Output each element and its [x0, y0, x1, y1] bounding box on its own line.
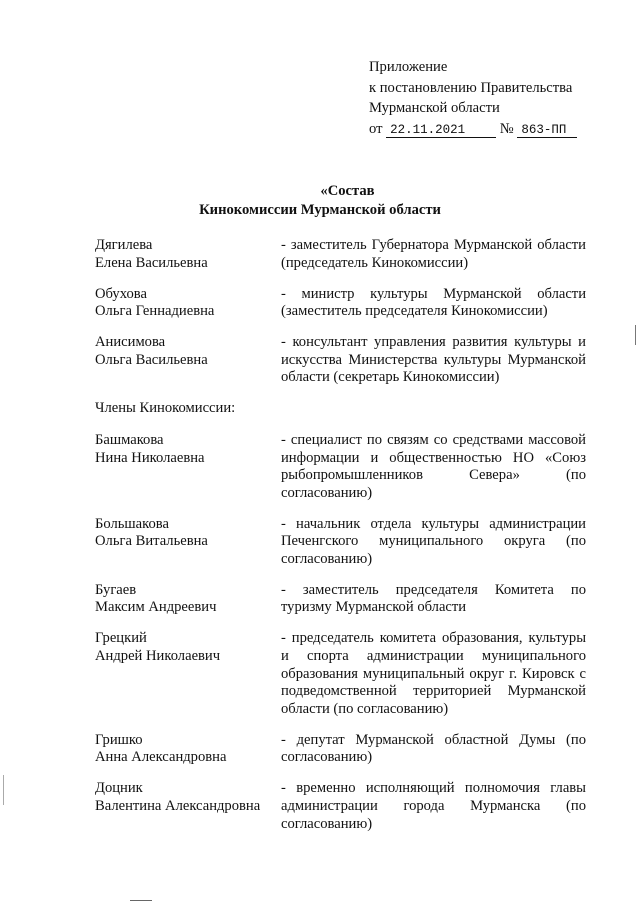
person-name: [95, 582, 281, 617]
scan-edge-mark: [3, 775, 4, 805]
approval-block: [369, 57, 577, 139]
person-name: [95, 780, 281, 833]
person-name: [95, 732, 281, 767]
person-role: - специалист по связям со средствами массовой информации и общественностью НО «Союз рыбопромышленников Севера» (по согласованию): [281, 431, 586, 501]
surname: Анисимова: [95, 334, 166, 351]
title-line-1: «Состав: [320, 183, 375, 199]
surname: Дягилева: [95, 237, 153, 253]
approval-line-1: Приложение: [369, 59, 448, 75]
list-item: [95, 732, 586, 767]
surname: Грецкий: [95, 630, 147, 647]
person-role: - заместитель председателя Комитета по туризму Мурманской области: [281, 581, 586, 616]
number-label: №: [499, 120, 514, 137]
given-names: Максим Андреевич: [95, 599, 217, 616]
approval-line-2: к постановлению Правительства: [369, 79, 573, 96]
person-name: [95, 237, 281, 272]
person-name: [95, 286, 281, 321]
person-name: [95, 630, 281, 718]
person-role: - консультант управления развития культуры и искусства Министерства культуры Мурманской области (секретарь Кинокомиссии): [281, 334, 586, 386]
person-role: - заместитель Губернатора Мурманской области (председатель Кинокомиссии): [281, 237, 586, 271]
list-item: [95, 334, 586, 387]
given-names: Ольга Витальевна: [95, 533, 208, 550]
document-title: [0, 182, 640, 219]
person-name: [95, 334, 281, 387]
person-role: - временно исполняющий полномочия главы администрации города Мурманска (по согласованию): [281, 780, 586, 832]
surname: Большакова: [95, 515, 169, 532]
surname: Гришко: [95, 731, 143, 748]
person-role: - депутат Мурманской областной Думы (по согласованию): [281, 731, 586, 766]
person-name: [95, 432, 281, 502]
members-heading: Члены Кинокомиссии:: [95, 400, 236, 417]
approval-line-3: Мурманской области: [369, 100, 500, 117]
given-names: Елена Васильевна: [95, 254, 208, 271]
decree-number: 863-ПП: [517, 123, 577, 138]
person-role: - министр культуры Мурманской области (заместитель председателя Кинокомиссии): [281, 285, 586, 320]
list-item: [95, 582, 586, 617]
given-names: Анна Александровна: [95, 749, 227, 766]
surname: Башмакова: [95, 431, 164, 448]
approval-line-4: [369, 119, 577, 140]
title-line-2: Кинокомиссии Мурманской области: [199, 201, 441, 218]
list-item: [95, 630, 586, 718]
list-item: [95, 237, 586, 272]
composition-list: [95, 237, 586, 847]
from-label: от: [369, 120, 383, 137]
given-names: Ольга Геннадиевна: [95, 303, 215, 320]
list-item: [95, 286, 586, 321]
person-name: [95, 516, 281, 569]
decree-date: 22.11.2021: [386, 123, 496, 138]
scan-margin-mark: [635, 325, 636, 345]
surname: Бугаев: [95, 581, 137, 598]
person-role: - председатель комитета образования, культуры и спорта администрации муниципального образования муниципальный округ г. Кировск с подведомственной территорией Мурманской области (по согласованию): [281, 630, 586, 717]
list-item: [95, 516, 586, 569]
surname: Обухова: [95, 285, 147, 302]
given-names: Нина Николаевна: [95, 449, 205, 466]
given-names: Валентина Александровна: [95, 797, 261, 814]
list-item: [95, 432, 586, 502]
surname: Доцник: [95, 780, 143, 797]
scan-bottom-mark: [130, 900, 152, 901]
person-role: - начальник отдела культуры администрации Печенгского муниципального округа (по согласованию): [281, 515, 586, 567]
given-names: Андрей Николаевич: [95, 648, 221, 665]
list-item: [95, 780, 586, 833]
given-names: Ольга Васильевна: [95, 351, 208, 368]
